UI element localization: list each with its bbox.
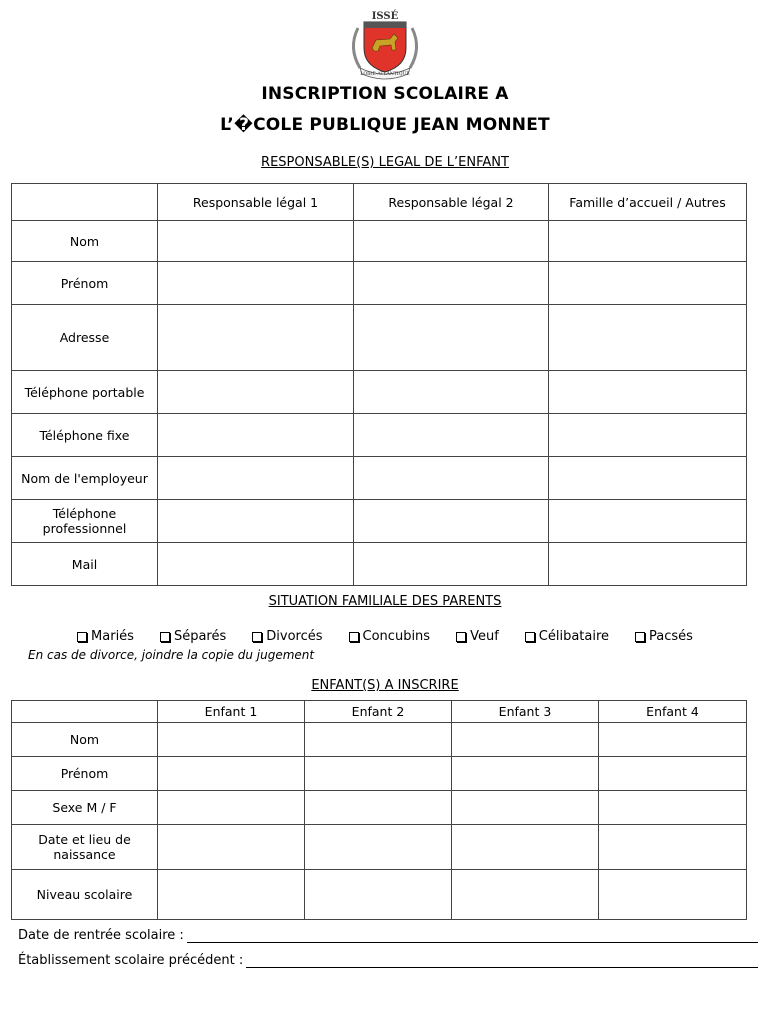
situation-options [0, 629, 770, 644]
checkbox[interactable] [456, 632, 466, 642]
header-cell-enfant-1: Enfant 1 [158, 701, 305, 723]
input-cell[interactable] [354, 262, 549, 305]
input-cell[interactable] [305, 757, 452, 791]
table-row [12, 723, 747, 757]
input-cell[interactable] [599, 757, 747, 791]
option-label: Séparés [173, 629, 227, 644]
option-divorces[interactable] [252, 629, 322, 644]
input-cell[interactable] [158, 414, 354, 457]
input-cell[interactable] [549, 305, 747, 371]
document-title-line2: L’�COLE PUBLIQUE JEAN MONNET [220, 115, 550, 135]
responsables-header-row [12, 184, 747, 221]
document-title-line1: INSCRIPTION SCOLAIRE A [261, 84, 509, 104]
section-title-responsables: RESPONSABLE(S) LEGAL DE L’ENFANT [261, 155, 509, 170]
etablissement-precedent-line[interactable] [246, 955, 758, 968]
option-label: Concubins [362, 629, 431, 644]
date-rentree-label: Date de rentrée scolaire : [18, 928, 184, 943]
table-row [12, 305, 747, 371]
option-veuf[interactable] [456, 629, 499, 644]
input-cell[interactable] [354, 221, 549, 262]
input-cell[interactable] [158, 457, 354, 500]
input-cell[interactable] [158, 305, 354, 371]
input-cell[interactable] [549, 371, 747, 414]
input-cell[interactable] [158, 825, 305, 870]
row-label-prenom: Prénom [12, 262, 158, 305]
row-label-date-lieu-naissance: Date et lieu de naissance [12, 825, 158, 870]
section-title-enfants: ENFANT(S) A INSCRIRE [311, 678, 459, 693]
option-label: Mariés [91, 629, 134, 644]
input-cell[interactable] [549, 262, 747, 305]
row-label-nom: Nom [12, 723, 158, 757]
input-cell[interactable] [158, 262, 354, 305]
table-row [12, 262, 747, 305]
divorce-note: En cas de divorce, joindre la copie du jugement [28, 648, 315, 662]
input-cell[interactable] [158, 870, 305, 920]
input-cell[interactable] [354, 457, 549, 500]
input-cell[interactable] [549, 221, 747, 262]
table-row [12, 543, 747, 586]
table-row [12, 825, 747, 870]
row-label-mail: Mail [12, 543, 158, 586]
input-cell[interactable] [158, 723, 305, 757]
input-cell[interactable] [158, 543, 354, 586]
header-cell-enfant-4: Enfant 4 [599, 701, 747, 723]
input-cell[interactable] [354, 414, 549, 457]
header-cell-empty [12, 184, 158, 221]
row-label-niveau-scolaire: Niveau scolaire [12, 870, 158, 920]
table-row [12, 870, 747, 920]
row-label-nom-employeur: Nom de l'employeur [12, 457, 158, 500]
row-label-telephone-portable: Téléphone portable [12, 371, 158, 414]
etablissement-precedent-label: Établissement scolaire précédent : [18, 953, 244, 968]
checkbox[interactable] [635, 632, 645, 642]
row-label-sexe: Sexe M / F [12, 791, 158, 825]
header-cell-famille-accueil: Famille d’accueil / Autres [549, 184, 747, 221]
input-cell[interactable] [452, 791, 599, 825]
town-crest-logo [340, 8, 430, 80]
input-cell[interactable] [354, 543, 549, 586]
input-cell[interactable] [354, 305, 549, 371]
input-cell[interactable] [599, 825, 747, 870]
input-cell[interactable] [599, 723, 747, 757]
table-row [12, 791, 747, 825]
input-cell[interactable] [354, 500, 549, 543]
table-row [12, 414, 747, 457]
input-cell[interactable] [549, 543, 747, 586]
header-cell-responsable-1: Responsable légal 1 [158, 184, 354, 221]
section-title-situation: SITUATION FAMILIALE DES PARENTS [268, 594, 502, 609]
option-separes[interactable] [160, 629, 226, 644]
input-cell[interactable] [599, 791, 747, 825]
option-concubins[interactable] [349, 629, 431, 644]
input-cell[interactable] [305, 723, 452, 757]
header-cell-enfant-2: Enfant 2 [305, 701, 452, 723]
input-cell[interactable] [452, 723, 599, 757]
table-row [12, 371, 747, 414]
etablissement-precedent-field[interactable] [18, 953, 758, 968]
crest-top-text: ISSÉ [371, 11, 399, 22]
input-cell[interactable] [305, 870, 452, 920]
table-row [12, 457, 747, 500]
input-cell[interactable] [158, 791, 305, 825]
input-cell[interactable] [452, 825, 599, 870]
table-row [12, 221, 747, 262]
checkbox[interactable] [77, 632, 87, 642]
input-cell[interactable] [452, 757, 599, 791]
checkbox[interactable] [252, 632, 262, 642]
table-row [12, 500, 747, 543]
input-cell[interactable] [158, 371, 354, 414]
option-maries[interactable] [77, 629, 134, 644]
input-cell[interactable] [599, 870, 747, 920]
row-label-nom: Nom [12, 221, 158, 262]
input-cell[interactable] [354, 371, 549, 414]
row-label-telephone-professionnel: Téléphone professionnel [12, 500, 158, 543]
input-cell[interactable] [549, 414, 747, 457]
row-label-prenom: Prénom [12, 757, 158, 791]
row-label-telephone-fixe: Téléphone fixe [12, 414, 158, 457]
checkbox[interactable] [160, 632, 170, 642]
option-label: Célibataire [538, 629, 610, 644]
enfants-header-row [12, 701, 747, 723]
header-cell-enfant-3: Enfant 3 [452, 701, 599, 723]
option-celibataire[interactable] [525, 629, 609, 644]
input-cell[interactable] [305, 825, 452, 870]
option-label: Pacsés [649, 629, 693, 644]
date-rentree-line[interactable] [187, 930, 758, 943]
checkbox[interactable] [349, 632, 359, 642]
header-cell-empty [12, 701, 158, 723]
option-label: Divorcés [266, 629, 323, 644]
header-cell-responsable-2: Responsable légal 2 [354, 184, 549, 221]
crest-ribbon-text: LOIRE-ATLANTIQUE [360, 72, 410, 77]
input-cell[interactable] [158, 500, 354, 543]
input-cell[interactable] [549, 500, 747, 543]
date-rentree-field[interactable] [18, 928, 758, 943]
option-pacses[interactable] [635, 629, 693, 644]
checkbox[interactable] [525, 632, 535, 642]
row-label-adresse: Adresse [12, 305, 158, 371]
table-row [12, 757, 747, 791]
input-cell[interactable] [158, 757, 305, 791]
input-cell[interactable] [158, 221, 354, 262]
enfants-table [11, 700, 747, 920]
input-cell[interactable] [305, 791, 452, 825]
option-label: Veuf [470, 629, 499, 644]
responsables-table [11, 183, 747, 586]
input-cell[interactable] [549, 457, 747, 500]
input-cell[interactable] [452, 870, 599, 920]
